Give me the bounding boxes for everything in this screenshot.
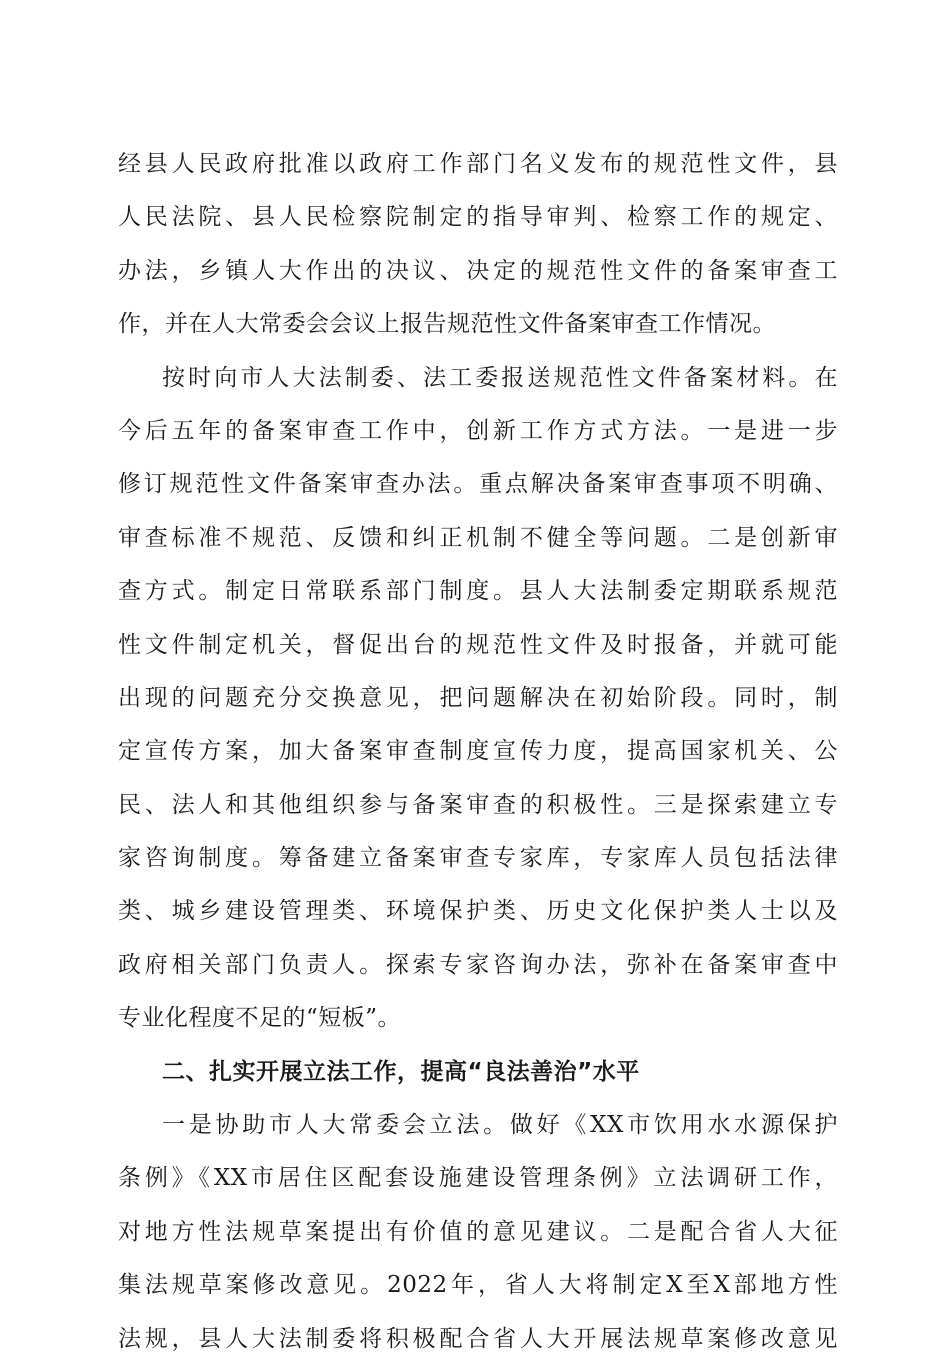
paragraph-line: 修订规范性文件备案审查办法。重点解决备案审查事项不明确、 [118,471,838,498]
paragraph-line: 作，并在人大常委会会议上报告规范性文件备案审查工作情况。 [118,311,776,338]
paragraph-line: 按时向市人大法制委、法工委报送规范性文件备案材料。在 [162,364,838,391]
paragraph-line: 今后五年的备案审查工作中，创新工作方式方法。一是进一步 [118,417,838,444]
paragraph-line: 法规，县人大法制委将积极配合省人大开展法规草案修改意见 [118,1325,838,1352]
section-heading: 二、扎实开展立法工作，提高“良法善治”水平 [162,1058,640,1085]
paragraph-line: 办法，乡镇人大作出的决议、决定的规范性文件的备案审查工 [118,257,838,284]
paragraph-line: 审查标准不规范、反馈和纠正机制不健全等问题。二是创新审 [118,524,838,551]
paragraph-line: 一是协助市人大常委会立法。做好《XX市饮用水水源保护 [162,1112,838,1139]
paragraph-line: 集法规草案修改意见。2022年，省人大将制定X至X部地方性 [118,1272,838,1299]
paragraph-line: 政府相关部门负责人。探索专家咨询办法，弥补在备案审查中 [118,951,838,978]
paragraph-line: 家咨询制度。筹备建立备案审查专家库，专家库人员包括法律 [118,845,838,872]
paragraph-line: 查方式。制定日常联系部门制度。县人大法制委定期联系规范 [118,578,838,605]
paragraph-line: 民、法人和其他组织参与备案审查的积极性。三是探索建立专 [118,791,838,818]
paragraph-line: 对地方性法规草案提出有价值的意见建议。二是配合省人大征 [118,1218,838,1245]
document-body [118,138,838,1366]
paragraph-line: 类、城乡建设管理类、环境保护类、历史文化保护类人士以及 [118,898,838,925]
paragraph-line: 定宣传方案，加大备案审查制度宣传力度，提高国家机关、公 [118,738,838,765]
paragraph-line: 经县人民政府批准以政府工作部门名义发布的规范性文件，县 [118,151,838,177]
paragraph-line: 人民法院、县人民检察院制定的指导审判、检察工作的规定、 [118,204,838,231]
paragraph-line: 条例》《XX市居住区配套设施建设管理条例》立法调研工作， [118,1165,838,1192]
paragraph-line: 专业化程度不足的“短板”。 [118,1005,402,1032]
paragraph-line: 性文件制定机关，督促出台的规范性文件及时报备，并就可能 [118,631,838,658]
paragraph-line: 出现的问题充分交换意见，把问题解决在初始阶段。同时，制 [118,684,838,711]
